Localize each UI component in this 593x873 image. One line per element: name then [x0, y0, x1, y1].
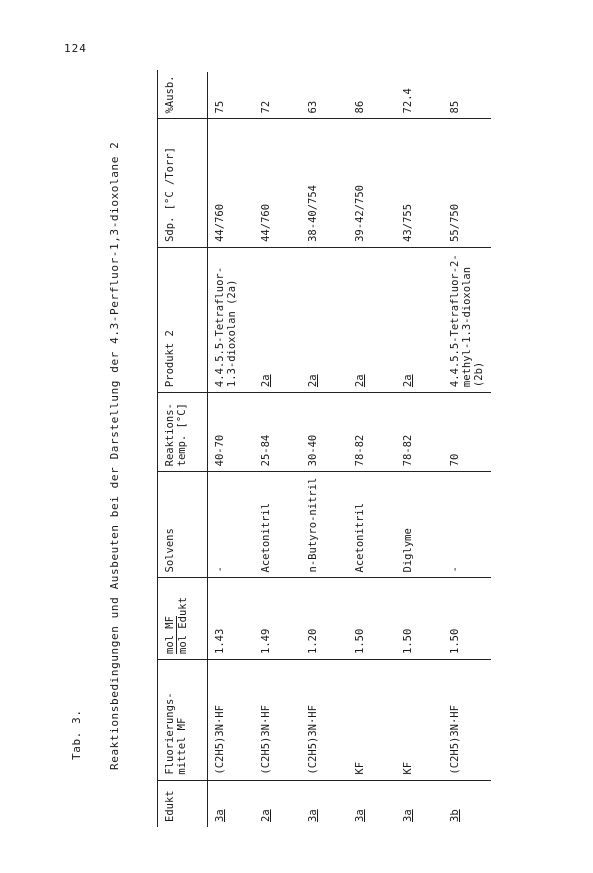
- cell-ausb: 75: [213, 100, 226, 114]
- reaction-table: [157, 72, 491, 827]
- header-mol-ratio-top: mol MF: [164, 616, 176, 654]
- cell-mol: 1.50: [348, 578, 395, 660]
- cell-produkt: 2a: [396, 247, 443, 392]
- cell-mittel: (C2H5)3N·HF: [443, 659, 491, 780]
- table-number: Tab. 3.: [70, 709, 83, 760]
- header-edukt: Edukt: [157, 780, 207, 827]
- table-row: [254, 72, 301, 827]
- cell-edukt: 3b: [443, 780, 491, 827]
- cell-produkt: 2a: [254, 247, 301, 392]
- cell-edukt: 3a: [301, 780, 348, 827]
- cell-solvens: Acetonitril: [348, 472, 395, 578]
- header-fluorierungsmittel: Fluorierungs-mittel MF: [157, 659, 207, 780]
- cell-temp: 25-84: [254, 393, 301, 472]
- cell-mittel: KF: [396, 659, 443, 780]
- header-ausbeute: %Ausb.: [157, 72, 207, 119]
- cell-solvens: -: [207, 472, 254, 578]
- header-solvens: Solvens: [157, 472, 207, 578]
- cell-temp: 78-82: [348, 393, 395, 472]
- table-header-row: [157, 72, 207, 827]
- header-sdp: Sdp. [°C /Torr]: [157, 119, 207, 247]
- cell-ausb: 63: [307, 100, 320, 114]
- cell-mol: 1.50: [443, 578, 491, 660]
- cell-sdp: 39-42/750: [348, 119, 395, 247]
- cell-mittel: (C2H5)3N·HF: [301, 659, 348, 780]
- cell-mol: 1.20: [301, 578, 348, 660]
- cell-ausb: 72: [260, 100, 273, 114]
- cell-sdp: 44/760: [254, 119, 301, 247]
- table-row: [207, 72, 254, 827]
- header-mol-ratio: [157, 578, 207, 660]
- cell-sdp: 44/760: [207, 119, 254, 247]
- table-row: [396, 72, 443, 827]
- cell-temp: 70: [443, 393, 491, 472]
- cell-edukt: 2a: [254, 780, 301, 827]
- cell-solvens: Acetonitril: [254, 472, 301, 578]
- cell-produkt: 4.4.5.5-Tetrafluor-1.3-dioxolan (2a): [207, 247, 254, 392]
- cell-mittel: (C2H5)3N·HF: [254, 659, 301, 780]
- cell-mittel: KF: [348, 659, 395, 780]
- cell-temp: 78-82: [396, 393, 443, 472]
- cell-produkt: 4.4.5.5-Tetrafluor-2-methyl-1.3-dioxolan (2b): [443, 247, 491, 392]
- table-row: [301, 72, 348, 827]
- header-mol-ratio-bottom: mol Edukt: [177, 597, 189, 654]
- cell-sdp: 43/755: [396, 119, 443, 247]
- cell-solvens: Diglyme: [396, 472, 443, 578]
- cell-temp: 30-40: [301, 393, 348, 472]
- cell-ausb: 72.4: [401, 88, 414, 114]
- cell-produkt: 2a: [348, 247, 395, 392]
- cell-sdp: 38-40/754: [301, 119, 348, 247]
- cell-mol: 1.43: [207, 578, 254, 660]
- cell-edukt: 3a: [348, 780, 395, 827]
- table-row: [348, 72, 395, 827]
- cell-produkt: 2a: [301, 247, 348, 392]
- cell-ausb: 86: [354, 100, 367, 114]
- cell-sdp: 55/750: [443, 119, 491, 247]
- table-row: [443, 72, 491, 827]
- cell-mol: 1.49: [254, 578, 301, 660]
- cell-solvens: -: [443, 472, 491, 578]
- table-caption: Reaktionsbedingungen und Ausbeuten bei der Darstellung der 4.3-Perfluor-1,3-dioxolane 2: [108, 141, 121, 770]
- cell-edukt: 3a: [396, 780, 443, 827]
- cell-ausb: 85: [448, 100, 461, 114]
- cell-edukt: 3a: [207, 780, 254, 827]
- header-produkt: Produkt 2: [157, 247, 207, 392]
- cell-temp: 40-70: [207, 393, 254, 472]
- cell-mittel: (C2H5)3N·HF: [207, 659, 254, 780]
- header-reaktionstemp: Reaktions-temp. [°C]: [157, 393, 207, 472]
- cell-solvens: n-Butyro-nitril: [301, 472, 348, 578]
- cell-mol: 1.50: [396, 578, 443, 660]
- page-number: 124: [64, 42, 87, 55]
